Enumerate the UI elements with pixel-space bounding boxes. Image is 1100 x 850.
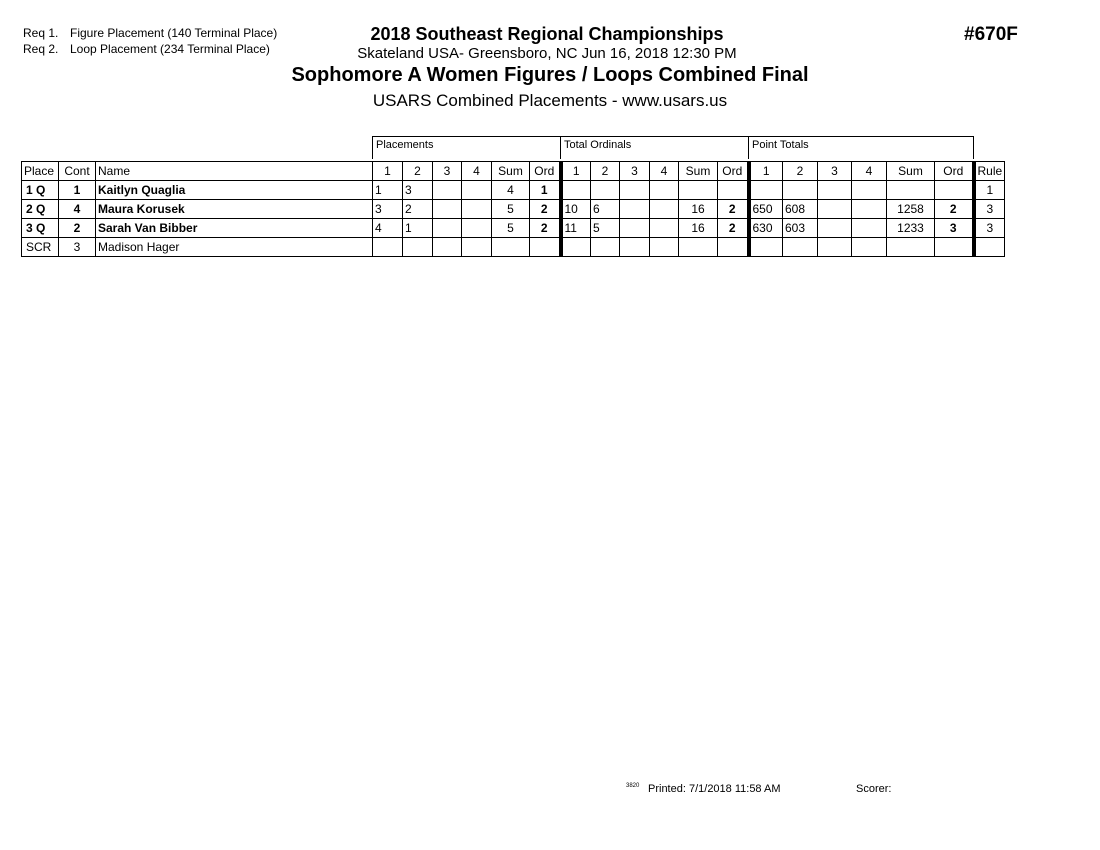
points-cell xyxy=(935,238,974,257)
ordinals-cell xyxy=(650,200,679,219)
col-points-ord: Ord xyxy=(935,162,974,181)
total-ordinals-group-label: Total Ordinals xyxy=(561,137,749,160)
points-cell: 3 xyxy=(935,219,974,238)
points-cell xyxy=(818,219,852,238)
scorer-label: Scorer: xyxy=(856,783,892,795)
col-placements-ord: Ord xyxy=(530,162,561,181)
group-header-row xyxy=(22,137,1005,160)
placements-cell: 1 xyxy=(403,219,433,238)
col-cont: Cont xyxy=(59,162,96,181)
placements-cell xyxy=(462,238,492,257)
place-cell: 3 Q xyxy=(22,219,59,238)
requirement-1-number: Req 1. xyxy=(23,26,59,40)
points-cell xyxy=(783,238,818,257)
table-row xyxy=(22,181,1005,200)
col-points-4: 4 xyxy=(852,162,887,181)
requirement-2-number: Req 2. xyxy=(23,42,59,56)
col-ordinals-1: 1 xyxy=(561,162,591,181)
col-ordinals-4: 4 xyxy=(650,162,679,181)
results-table xyxy=(21,136,1005,257)
venue-date: Skateland USA- Greensboro, NC Jun 16, 2018 12:30 PM xyxy=(357,45,737,62)
ordinals-cell xyxy=(650,238,679,257)
printed-timestamp: Printed: 7/1/2018 11:58 AM xyxy=(648,783,781,795)
ordinals-cell: 11 xyxy=(561,219,591,238)
place-cell: 1 Q xyxy=(22,181,59,200)
place-cell: SCR xyxy=(22,238,59,257)
place-cell: 2 Q xyxy=(22,200,59,219)
placements-cell: 3 xyxy=(373,200,403,219)
col-placements-sum: Sum xyxy=(492,162,530,181)
ordinals-cell xyxy=(620,181,650,200)
placements-cell xyxy=(403,238,433,257)
cont-cell: 4 xyxy=(59,200,96,219)
placements-cell xyxy=(433,238,462,257)
points-cell xyxy=(818,181,852,200)
col-placements-4: 4 xyxy=(462,162,492,181)
placements-cell xyxy=(433,219,462,238)
ordinals-cell: 2 xyxy=(718,219,749,238)
point-totals-group-label: Point Totals xyxy=(749,137,974,160)
report-code: 3820 xyxy=(626,783,640,789)
placements-cell: 1 xyxy=(373,181,403,200)
col-points-2: 2 xyxy=(783,162,818,181)
ordinals-cell xyxy=(591,238,620,257)
cont-cell: 3 xyxy=(59,238,96,257)
col-name: Name xyxy=(96,162,373,181)
points-cell xyxy=(852,181,887,200)
placements-cell: 1 xyxy=(530,181,561,200)
ordinals-cell: 2 xyxy=(718,200,749,219)
points-cell xyxy=(852,238,887,257)
points-cell xyxy=(749,181,783,200)
ordinals-cell xyxy=(679,238,718,257)
rule-cell xyxy=(974,238,1005,257)
points-cell: 2 xyxy=(935,200,974,219)
table-row xyxy=(22,200,1005,219)
name-cell: Madison Hager xyxy=(96,238,373,257)
placements-cell: 4 xyxy=(492,181,530,200)
points-cell: 1258 xyxy=(887,200,935,219)
ordinals-cell xyxy=(650,219,679,238)
name-cell: Maura Korusek xyxy=(96,200,373,219)
name-cell: Sarah Van Bibber xyxy=(96,219,373,238)
event-name: Sophomore A Women Figures / Loops Combined Final xyxy=(291,64,809,86)
placements-cell: 5 xyxy=(492,200,530,219)
placements-cell xyxy=(433,200,462,219)
col-place: Place xyxy=(22,162,59,181)
placements-cell: 4 xyxy=(373,219,403,238)
cont-cell: 2 xyxy=(59,219,96,238)
column-header-row xyxy=(22,162,1005,181)
col-ordinals-2: 2 xyxy=(591,162,620,181)
points-cell xyxy=(887,238,935,257)
points-cell: 1233 xyxy=(887,219,935,238)
col-placements-1: 1 xyxy=(373,162,403,181)
placements-cell xyxy=(530,238,561,257)
col-ordinals-3: 3 xyxy=(620,162,650,181)
points-cell: 603 xyxy=(783,219,818,238)
ordinals-cell xyxy=(591,181,620,200)
ordinals-cell xyxy=(718,181,749,200)
ordinals-cell: 6 xyxy=(591,200,620,219)
ordinals-cell: 10 xyxy=(561,200,591,219)
ordinals-cell xyxy=(561,181,591,200)
col-points-1: 1 xyxy=(749,162,783,181)
col-ordinals-sum: Sum xyxy=(679,162,718,181)
col-points-sum: Sum xyxy=(887,162,935,181)
rule-cell: 1 xyxy=(974,181,1005,200)
points-cell xyxy=(749,238,783,257)
points-cell xyxy=(818,238,852,257)
ordinals-cell xyxy=(650,181,679,200)
points-cell: 608 xyxy=(783,200,818,219)
event-number: #670F xyxy=(964,24,1018,45)
points-cell xyxy=(887,181,935,200)
ordinals-cell xyxy=(561,238,591,257)
col-ordinals-ord: Ord xyxy=(718,162,749,181)
placements-cell: 2 xyxy=(530,219,561,238)
ordinals-cell xyxy=(718,238,749,257)
ordinals-cell: 16 xyxy=(679,200,718,219)
competition-title: 2018 Southeast Regional Championships xyxy=(370,24,724,44)
points-cell xyxy=(852,219,887,238)
points-cell xyxy=(935,181,974,200)
ordinals-cell xyxy=(620,200,650,219)
placements-cell: 5 xyxy=(492,219,530,238)
table-row xyxy=(22,238,1005,257)
rule-cell: 3 xyxy=(974,200,1005,219)
placements-cell xyxy=(373,238,403,257)
points-cell xyxy=(852,200,887,219)
rule-cell: 3 xyxy=(974,219,1005,238)
points-cell: 650 xyxy=(749,200,783,219)
placements-group-label: Placements xyxy=(373,137,561,160)
placements-cell xyxy=(433,181,462,200)
col-placements-3: 3 xyxy=(433,162,462,181)
placements-cell: 2 xyxy=(530,200,561,219)
ordinals-cell: 16 xyxy=(679,219,718,238)
requirement-1-text: Figure Placement (140 Terminal Place) xyxy=(70,26,278,40)
placements-cell: 2 xyxy=(403,200,433,219)
placements-cell: 3 xyxy=(403,181,433,200)
table-row xyxy=(22,219,1005,238)
points-cell xyxy=(783,181,818,200)
ordinals-cell xyxy=(620,219,650,238)
col-rule: Rule xyxy=(974,162,1005,181)
ordinals-cell xyxy=(620,238,650,257)
placements-cell xyxy=(462,200,492,219)
points-cell: 630 xyxy=(749,219,783,238)
requirement-2-text: Loop Placement (234 Terminal Place) xyxy=(70,42,270,56)
ordinals-cell: 5 xyxy=(591,219,620,238)
col-points-3: 3 xyxy=(818,162,852,181)
name-cell: Kaitlyn Quaglia xyxy=(96,181,373,200)
placements-cell xyxy=(462,181,492,200)
placements-cell xyxy=(492,238,530,257)
ordinals-cell xyxy=(679,181,718,200)
points-cell xyxy=(818,200,852,219)
results-body xyxy=(22,181,1005,257)
cont-cell: 1 xyxy=(59,181,96,200)
placement-source: USARS Combined Placements - www.usars.us xyxy=(372,91,728,110)
col-placements-2: 2 xyxy=(403,162,433,181)
placements-cell xyxy=(462,219,492,238)
